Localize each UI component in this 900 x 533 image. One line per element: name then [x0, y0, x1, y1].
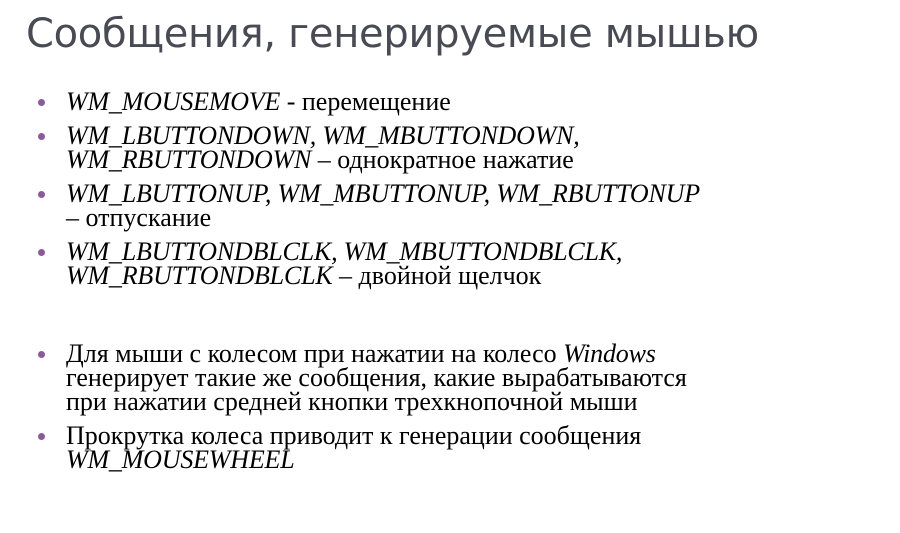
- list-item: [36, 121, 886, 174]
- item-line: [66, 145, 886, 174]
- item-text: – двойной щелчок: [332, 261, 542, 290]
- message-code: WM_LBUTTONDBLCLK, WM_MBUTTONDBLCLK,: [66, 237, 623, 266]
- message-code: WM_MOUSEMOVE: [66, 87, 281, 116]
- item-text: Для мыши с колесом при нажатии на колесо: [66, 339, 564, 368]
- item-text: – однократное нажатие: [311, 145, 574, 174]
- bullet-icon: [38, 99, 45, 106]
- item-line: [66, 387, 886, 416]
- bullet-list-messages: [36, 87, 886, 298]
- bullet-icon: [38, 433, 45, 440]
- item-line: [66, 261, 886, 290]
- message-code: WM_LBUTTONDOWN, WM_MBUTTONDOWN,: [66, 121, 580, 150]
- item-line: [66, 87, 886, 116]
- message-code: Windows: [563, 339, 656, 368]
- list-item: [36, 179, 886, 232]
- list-item: [36, 87, 886, 116]
- list-item: [36, 339, 886, 416]
- message-code: WM_LBUTTONUP, WM_MBUTTONUP, WM_RBUTTONUP: [66, 179, 700, 208]
- slide-title: Сообщения, генерируемые мышью: [26, 11, 759, 57]
- bullet-icon: [38, 191, 45, 198]
- bullet-icon: [38, 133, 45, 140]
- message-code: WM_MOUSEWHEEL: [66, 445, 295, 474]
- item-line: [66, 203, 886, 232]
- list-item: [36, 237, 886, 290]
- bullet-icon: [38, 351, 45, 358]
- message-code: WM_RBUTTONDBLCLK: [66, 261, 333, 290]
- item-text: генерирует такие же сообщения, какие вырабатываются: [66, 363, 687, 392]
- item-text: – отпускание: [66, 203, 212, 232]
- message-code: WM_RBUTTONDOWN: [66, 145, 312, 174]
- item-text: - перемещение: [280, 87, 451, 116]
- item-line: [66, 445, 886, 474]
- item-text: Прокрутка колеса приводит к генерации сообщения: [66, 421, 642, 450]
- bullet-icon: [38, 249, 45, 256]
- list-item: [36, 421, 886, 474]
- item-text: при нажатии средней кнопки трехкнопочной мыши: [66, 387, 638, 416]
- bullet-list-wheel: [36, 339, 886, 482]
